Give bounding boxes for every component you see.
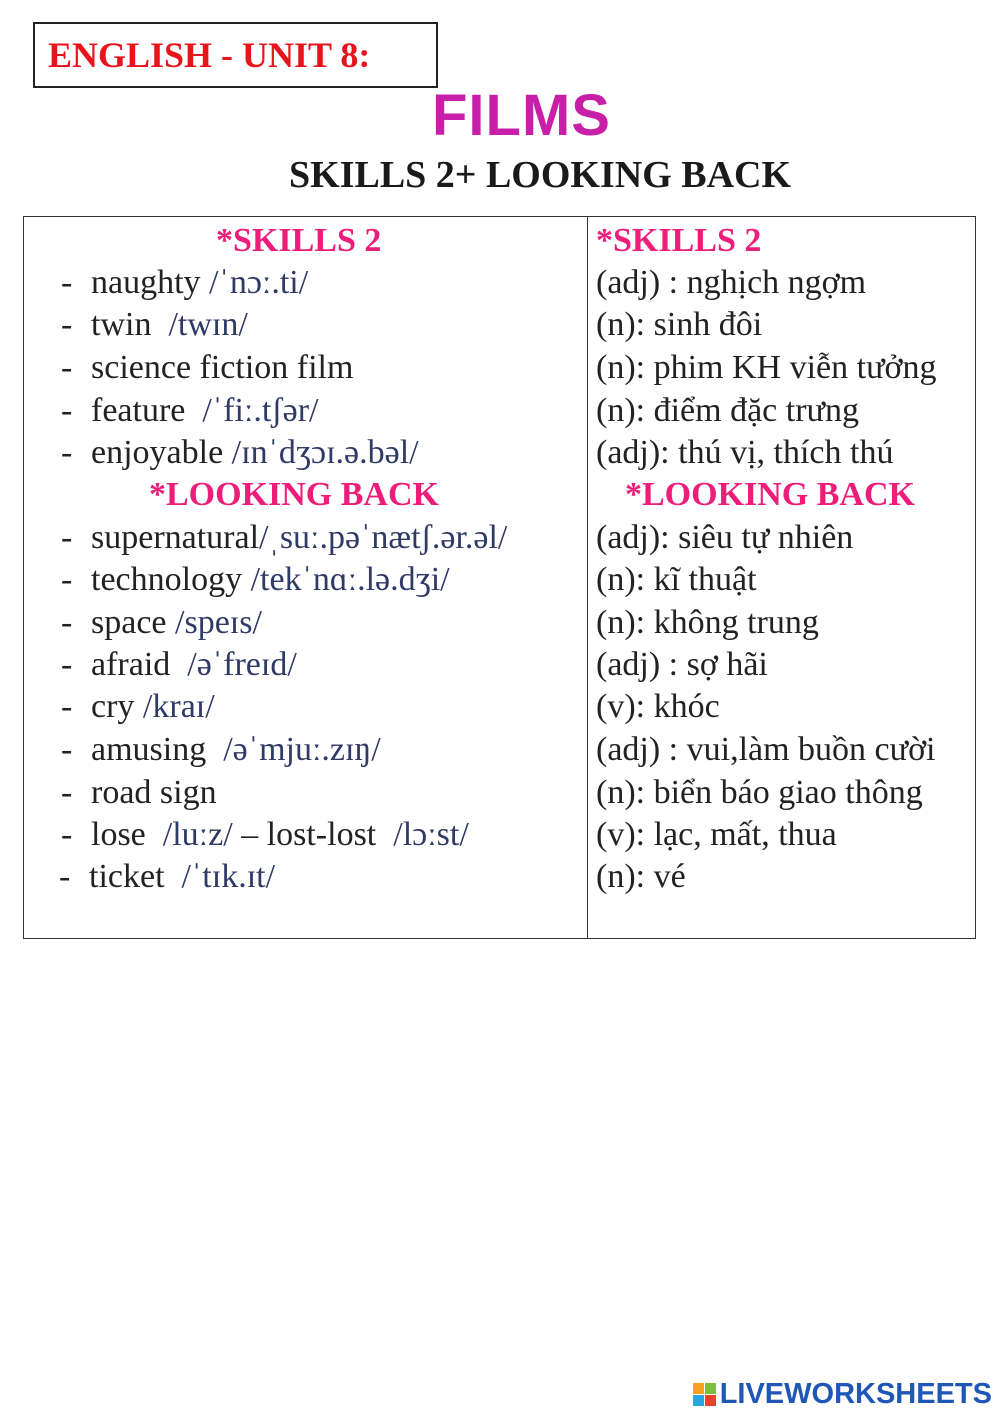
vocab-item: - naughty /ˈnɔː.ti/ (61, 264, 309, 301)
skills2-heading-left: *SKILLS 2 (216, 222, 382, 259)
vocab-word: afraid (91, 646, 171, 683)
vocab-word: ticket (89, 858, 165, 895)
vocab-item: - cry /kraɪ/ (61, 688, 215, 725)
vocab-word: technology (91, 561, 243, 598)
looking-back-heading-right: *LOOKING BACK (625, 476, 915, 513)
vocab-ipa: /speɪs/ (175, 604, 262, 641)
vocab-word: supernatural (91, 519, 260, 556)
vocab-item: - lose /luːz/ – lost-lost /lɔːst/ (61, 816, 469, 853)
vocab-meaning: (n): sinh đôi (596, 306, 763, 343)
vocab-extra: – lost-lost (241, 816, 377, 853)
vocab-meaning: (n): điểm đặc trưng (596, 392, 859, 429)
logo-grid-icon (693, 1383, 716, 1406)
skills2-heading-right: *SKILLS 2 (596, 222, 762, 259)
vocabulary-table (23, 216, 976, 939)
vocab-ipa-2: /lɔːst/ (393, 816, 469, 853)
vocab-meaning: (n): kĩ thuật (596, 561, 757, 598)
vocab-item: - ticket /ˈtɪk.ɪt/ (59, 858, 276, 895)
vocab-meaning: (v): lạc, mất, thua (596, 816, 837, 853)
vocab-ipa: /twɪn/ (168, 306, 248, 343)
vocab-meaning: (n): phim KH viễn tưởng (596, 349, 937, 386)
vocab-ipa: /ˌsuː.pəˈnætʃ.ər.əl/ (259, 519, 508, 556)
liveworksheets-logo (693, 1378, 992, 1411)
vocab-meaning: (adj): thú vị, thích thú (596, 434, 894, 471)
vocab-word: feature (91, 392, 186, 429)
vocab-meaning: (adj) : nghịch ngợm (596, 264, 867, 301)
vocab-item: - twin /twɪn/ (61, 306, 248, 343)
vocab-item: - space /speɪs/ (61, 604, 262, 641)
vocab-word: cry (91, 688, 135, 725)
column-divider (587, 217, 588, 938)
vocab-meaning: (n): biển báo giao thông (596, 774, 923, 811)
vocab-item: - amusing /əˈmjuː.zɪŋ/ (61, 731, 381, 768)
vocab-word: enjoyable (91, 434, 224, 471)
vocab-word: space (91, 604, 167, 641)
vocab-item: - science fiction film (61, 349, 354, 386)
unit-title-box (33, 22, 438, 88)
vocab-word: lose (91, 816, 146, 853)
subtitle: SKILLS 2+ LOOKING BACK (289, 154, 792, 196)
vocab-word: science fiction film (91, 349, 354, 386)
main-title: FILMS (432, 83, 611, 148)
vocab-ipa: /tekˈnɑː.lə.dʒi/ (250, 561, 450, 598)
vocab-word: naughty (91, 264, 201, 301)
unit-title: ENGLISH - UNIT 8: (48, 35, 371, 75)
vocab-word: twin (91, 306, 152, 343)
vocab-ipa: /ˈfiː.tʃər/ (202, 392, 319, 429)
logo-text: LIVEWORKSHEETS (719, 1378, 992, 1410)
vocab-ipa: /kraɪ/ (142, 688, 215, 725)
vocab-meaning: (n): không trung (596, 604, 819, 641)
vocab-item: - road sign (61, 774, 217, 811)
vocab-ipa: /ɪnˈdʒɔɪ.ə.bəl/ (231, 434, 419, 471)
vocab-word: road sign (91, 774, 217, 811)
vocab-ipa: /ˈnɔː.ti/ (209, 264, 309, 301)
vocab-meaning: (v): khóc (596, 688, 720, 725)
vocab-meaning: (n): vé (596, 858, 686, 895)
vocab-ipa: /ˈtɪk.ɪt/ (181, 858, 276, 895)
vocab-meaning: (adj) : sợ hãi (596, 646, 768, 683)
vocab-item: - technology /tekˈnɑː.lə.dʒi/ (61, 561, 450, 598)
vocab-item: - afraid /əˈfreɪd/ (61, 646, 297, 683)
vocab-meaning: (adj) : vui,làm buồn cười (596, 731, 936, 768)
vocab-ipa: /əˈmjuː.zɪŋ/ (223, 731, 381, 768)
vocab-ipa: /əˈfreɪd/ (187, 646, 297, 683)
vocab-item: - supernatural/ˌsuː.pəˈnætʃ.ər.əl/ (61, 519, 508, 556)
looking-back-heading-left: *LOOKING BACK (149, 476, 439, 513)
vocab-item: - enjoyable /ɪnˈdʒɔɪ.ə.bəl/ (61, 434, 419, 471)
vocab-ipa: /luːz/ (162, 816, 233, 853)
vocab-meaning: (adj): siêu tự nhiên (596, 519, 854, 556)
vocab-item: - feature /ˈfiː.tʃər/ (61, 392, 319, 429)
vocab-word: amusing (91, 731, 207, 768)
